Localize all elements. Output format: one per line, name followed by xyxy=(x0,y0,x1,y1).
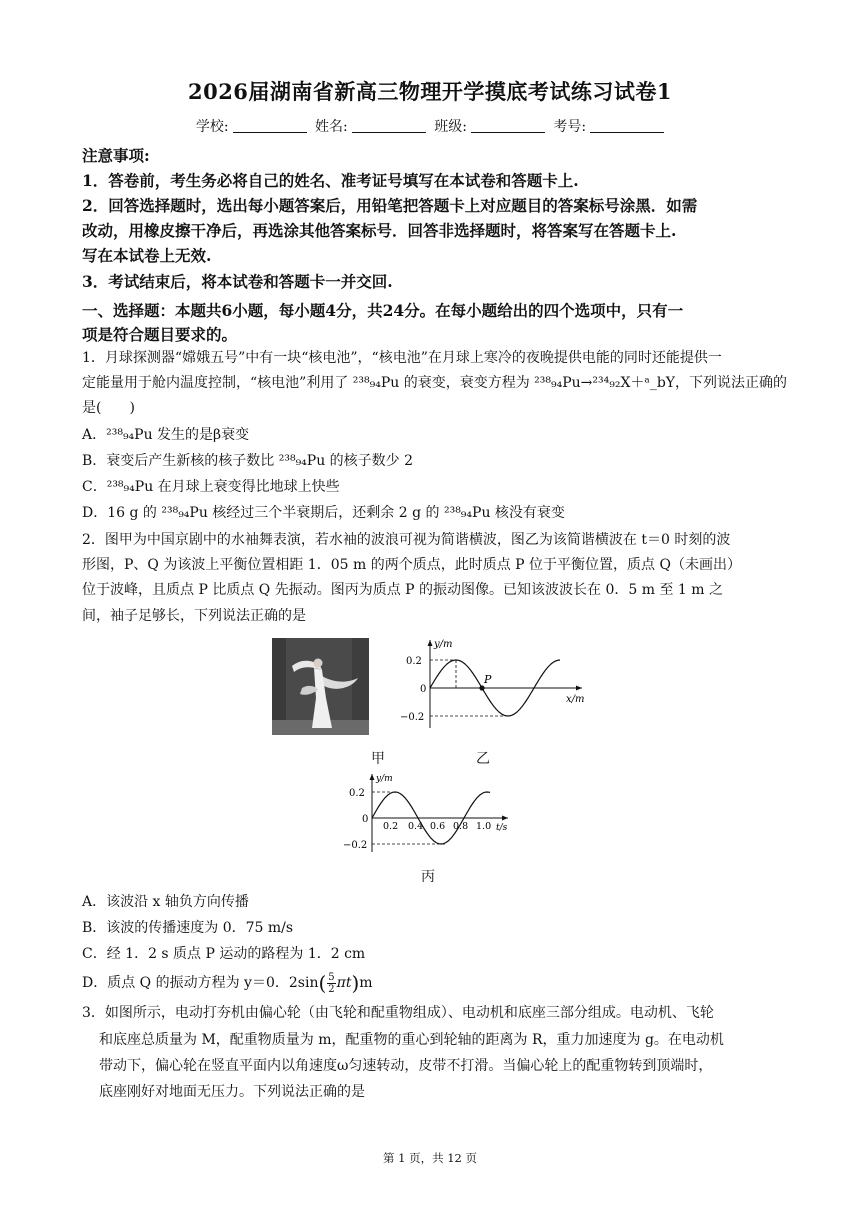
vibration-graph-bing xyxy=(340,772,514,854)
q2-d-fraction xyxy=(327,972,335,995)
q2-option-a: A．该波沿 x 轴负方向传播 xyxy=(82,894,249,910)
sleeve-dance-photo xyxy=(272,638,369,735)
caption-yi: 乙 xyxy=(476,751,490,767)
q2-line-1: 2．图甲为中国京剧中的水袖舞表演，若水袖的波浪可视为简谐横波，图乙为该简谐横波在 t＝0 时刻的波 xyxy=(82,532,731,548)
q1-line-1: 1．月球探测器“嫦娥五号”中有一块“核电池”，“核电池”在月球上寒冷的夜晚提供电能的同时还能提供一 xyxy=(82,350,722,366)
q2-d-prefix: D．质点 Q 的振动方程为 y＝0．2sin xyxy=(82,975,319,991)
q1-option-d: D．16 g 的 ²³⁸₉₄Pu 核经过三个半衰期后，还剩余 2 g 的 ²³⁸₉₄Pu 核没有衰变 xyxy=(82,505,565,521)
bing-bottom-label: −0.2 xyxy=(343,840,368,851)
notice-line-2b: 改动，用橡皮擦干净后，再选涂其他答案标号．回答非选择题时，将答案写在答题卡上. xyxy=(82,221,677,240)
q3-line-2: 和底座总质量为 M，配重物质量为 m，配重物的重心到轮轴的距离为 R，重力加速度为 g。在电动机 xyxy=(99,1032,724,1048)
q2-d-numerator: 5 xyxy=(328,971,335,983)
page-title: 2026届湖南省新高三物理开学摸底考试练习试卷1 xyxy=(187,79,673,104)
yi-y-label: y/m xyxy=(434,639,453,650)
dancer-illustration xyxy=(272,638,369,735)
wave-graph-yi xyxy=(396,636,592,730)
yi-top-label: 0.2 xyxy=(406,656,422,667)
bing-zero-label: 0 xyxy=(362,814,369,825)
bing-x-arrow xyxy=(502,816,508,821)
page-footer: 第 1 页，共 12 页 xyxy=(382,1151,478,1165)
q1-option-b: B．衰变后产生新核的核子数比 ²³⁸₉₄Pu 的核子数少 2 xyxy=(82,453,414,469)
section-heading-1: 一、选择题：本题共6小题，每小题4分，共24分。在每小题给出的四个选项中，只有一 xyxy=(82,301,684,320)
q2-line-3: 位于波峰，且质点 P 比质点 Q 先振动。图丙为质点 P 的振动图像。已知该波波长在 0．5 m 至 1 m 之 xyxy=(82,582,723,598)
notice-line-2a: 2．回答选择题时，选出每小题答案后，用铅笔把答题卡上对应题目的答案标号涂黑．如需 xyxy=(82,196,698,215)
q2-d-denominator: 2 xyxy=(328,983,335,995)
bing-tick-label: 0.4 xyxy=(408,821,424,832)
q2-line-2: 形图，P、Q 为该波上平衡位置相距 1．05 m 的两个质点，此时质点 P 位于平衡位置，质点 Q（未画出） xyxy=(82,557,741,573)
bing-y-label: y/m xyxy=(376,774,393,784)
q1-option-a: A．²³⁸₉₄Pu 发生的是β衰变 xyxy=(82,427,250,443)
section-heading-2: 项是符合题目要求的。 xyxy=(82,325,238,344)
yi-point-p xyxy=(479,685,484,690)
class-label: 班级: xyxy=(434,119,467,135)
bing-tick-label: 1.0 xyxy=(476,821,492,832)
school-blank[interactable] xyxy=(233,120,307,133)
yi-point-p-label: P xyxy=(484,673,492,686)
q2-line-4: 间，袖子足够长，下列说法正确的是 xyxy=(82,608,306,624)
q3-line-4: 底座刚好对地面无压力。下列说法正确的是 xyxy=(99,1084,365,1100)
yi-zero-label: 0 xyxy=(420,684,427,695)
yi-x-arrow xyxy=(576,686,582,691)
q3-line-1: 3．如图所示，电动打夯机由偏心轮（由飞轮和配重物组成）、电动机和底座三部分组成。电动机、飞轮 xyxy=(82,1005,714,1021)
school-label: 学校: xyxy=(195,119,229,135)
q1-line-3: 是( ) xyxy=(82,400,135,416)
name-blank[interactable] xyxy=(352,120,426,133)
q1-option-c: C．²³⁸₉₄Pu 在月球上衰变得比地球上快些 xyxy=(82,479,340,495)
bing-x-label: t/s xyxy=(496,823,508,833)
name-label: 姓名: xyxy=(315,119,348,135)
q3-line-3: 带动下，偏心轮在竖直平面内以角速度ω匀速转动，皮带不打滑。当偏心轮上的配重物转到顶端时， xyxy=(99,1058,713,1074)
caption-bing: 丙 xyxy=(421,869,435,885)
bing-tick-label: 0.2 xyxy=(383,821,399,832)
exam-no-blank[interactable] xyxy=(590,120,664,133)
exam-no-label: 考号: xyxy=(553,119,587,135)
q2-d-unit: m xyxy=(359,975,373,991)
q2-d-close-paren: ) xyxy=(351,971,360,995)
class-blank[interactable] xyxy=(471,120,545,133)
bing-top-label: 0.2 xyxy=(349,788,365,799)
q2-option-c: C．经 1．2 s 质点 P 运动的路程为 1．2 cm xyxy=(82,946,366,962)
notice-line-3: 3．考试结束后，将本试卷和答题卡一并交回. xyxy=(82,272,393,291)
bing-y-arrow xyxy=(370,774,375,780)
q2-option-b: B．该波的传播速度为 0．75 m/s xyxy=(82,920,294,936)
q1-line-2: 定能量用于舱内温度控制，“核电池”利用了 ²³⁸₉₄Pu 的衰变，衰变方程为 ²³⁸₉₄Pu→²³⁴₉₂X＋ᵃ_bY，下列说法正确的 xyxy=(82,375,788,391)
q2-d-pit: πt xyxy=(336,975,352,991)
q2-option-d xyxy=(82,968,782,998)
bing-tick-label: 0.6 xyxy=(430,821,446,832)
notice-heading: 注意事项: xyxy=(82,146,150,165)
bing-tick-label: 0.8 xyxy=(453,821,469,832)
notice-line-2c: 写在本试卷上无效. xyxy=(82,246,212,265)
student-info-row xyxy=(0,116,860,136)
yi-y-arrow xyxy=(428,640,433,646)
notice-line-1: 1．答卷前，考生务必将自己的姓名、准考证号填写在本试卷和答题卡上. xyxy=(82,171,579,190)
yi-bottom-label: −0.2 xyxy=(400,712,425,723)
q2-d-open-paren: ( xyxy=(318,971,327,995)
yi-x-label: x/m xyxy=(566,694,585,705)
caption-jia: 甲 xyxy=(371,751,385,767)
